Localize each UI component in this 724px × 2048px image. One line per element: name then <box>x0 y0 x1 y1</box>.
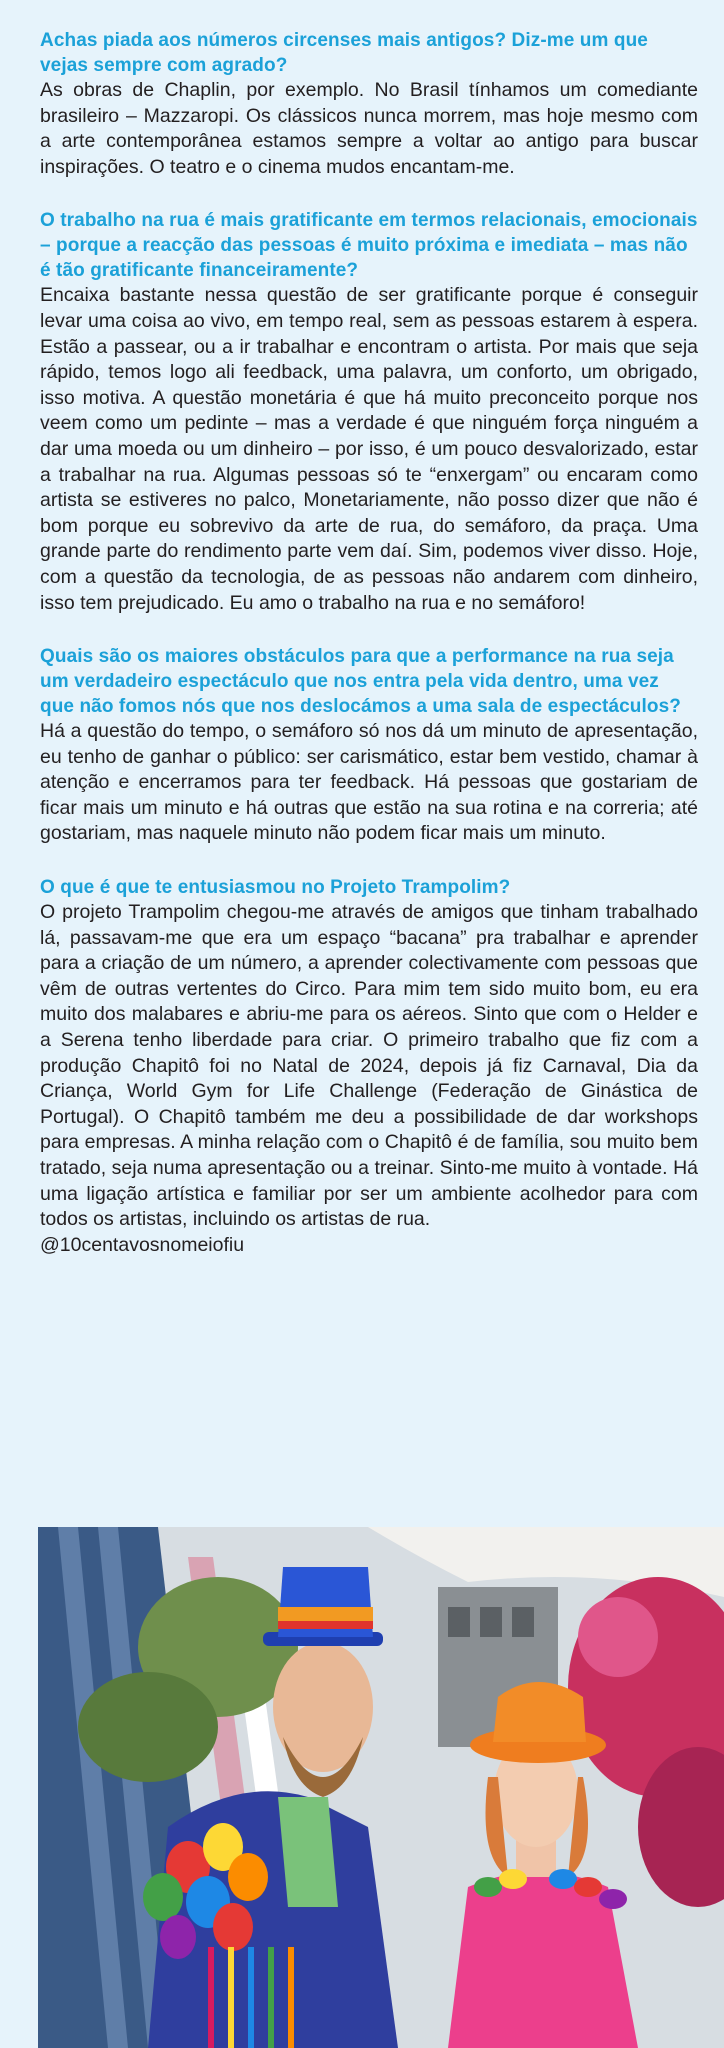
instagram-handle: @10centavosnomeiofiu <box>40 1233 245 1256</box>
qa-block <box>40 875 698 1258</box>
question: O trabalho na rua é mais gratificante em termos relacionais, emocionais – porque a reacção das pessoas é muito próxima e imediata – mas não é tão gratificante financeiramente? <box>40 210 698 282</box>
question: O que é que te entusiasmou no Projeto Trampolim? <box>40 877 511 899</box>
performers-photo <box>38 1527 724 2048</box>
answer: Encaixa bastante nessa questão de ser gratificante porque é conseguir levar uma coisa ao vivo, em tempo real, sem as pessoas estarem à espera. Estão a passear, ou a ir trabalhar e encontram o artista. Por mais que seja rápido, temos logo ali feedback, uma palavra, um conforto, um obrigado, isso motiva. A questão monetária é que há muito preconceito porque nos veem como um pedinte – mas a verdade é que ninguém força ninguém a dar uma moeda ou um dinheiro – por isso, é um pouco desvalorizado, estar a trabalhar na rua. Algumas pessoas só te “enxergam” ou encaram como artista se estiveres no palco, Monetariamente, não posso dizer que não é bom porque eu sobrevivo da arte de rua, do semáforo, da praça. Uma grande parte do rendimento parte vem daí. Sim, podemos viver disso. Hoje, com a questão da tecnologia, de as pessoas não andarem com dinheiro, isso tem prejudicado. Eu amo o trabalho na rua e no semáforo! <box>40 284 698 614</box>
question: Quais são os maiores obstáculos para que a performance na rua seja um verdadeiro espectáculo que nos entra pela vida dentro, uma vez que não fomos nós que nos deslocámos a uma sala de espectáculos? <box>40 646 681 718</box>
answer: Há a questão do tempo, o semáforo só nos dá um minuto de apresentação, eu tenho de ganhar o público: ser carismático, estar bem vestido, chamar à atenção e encerramos para ter feedback. Há pessoas que gostariam de ficar mais um minuto e há outras que estão na sua rotina e na correria; até gostariam, mas naquele minuto não podem ficar mais um minuto. <box>40 720 698 845</box>
question: Achas piada aos números circenses mais antigos? Diz-me um que vejas sempre com agrado? <box>40 30 648 76</box>
answer: As obras de Chaplin, por exemplo. No Brasil tínhamos um comediante brasileiro – Mazzaropi. Os clássicos nunca morrem, mas hoje mesmo com a arte contemporânea estamos sempre a voltar ao antigo para buscar inspirações. O teatro e o cinema mudos encantam-me. <box>40 79 698 178</box>
performers-illustration <box>38 1527 724 2048</box>
article-text <box>40 28 698 1258</box>
qa-block <box>40 644 698 847</box>
qa-block <box>40 28 698 180</box>
answer: O projeto Trampolim chegou-me através de amigos que tinham trabalhado lá, passavam-me que era um espaço “bacana” pra trabalhar e aprender para a criação de um número, a aprender colectivamente com pessoas que vêm de outras vertentes do Circo. Para mim tem sido muito bom, eu era muito dos malabares e abriu-me para os aéreos. Sinto que com o Helder e a Serena tenho liberdade para criar. O primeiro trabalho que fiz com a produção Chapitô foi no Natal de 2024, depois já fiz Carnaval, Dia da Criança, World Gym for Life Challenge (Federação de Ginástica de Portugal). O Chapitô também me deu a possibilidade de dar workshops para empresas. A minha relação com o Chapitô é de família, sou muito bem tratado, seja numa apresentação ou a treinar. Sinto-me muito à vontade. Há uma ligação artística e familiar por ser um ambiente acolhedor para com todos os artistas, incluindo os artistas de rua. <box>40 901 698 1231</box>
qa-block <box>40 208 698 616</box>
